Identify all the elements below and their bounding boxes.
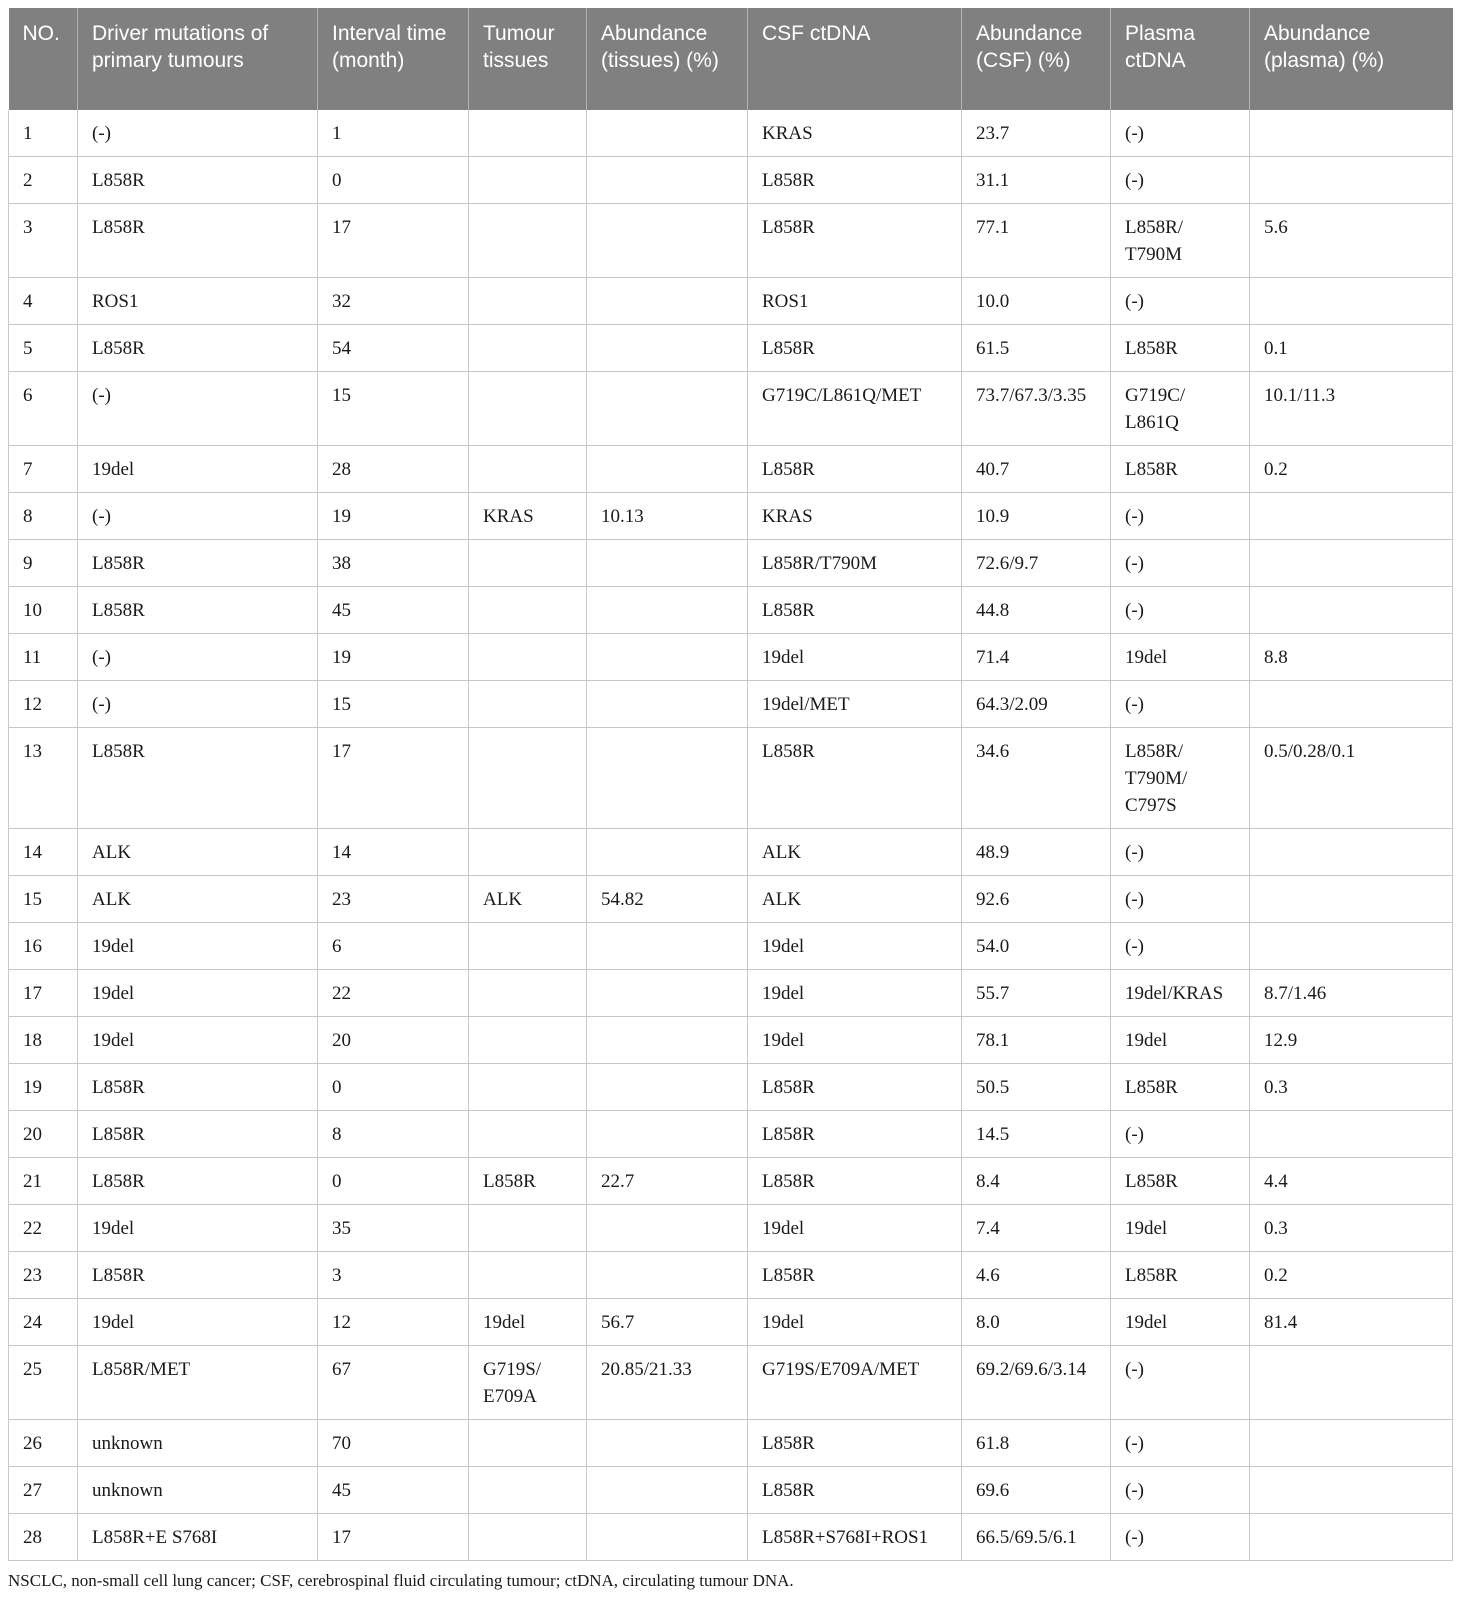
table-cell: 35 bbox=[318, 1205, 469, 1252]
column-header: CSF ctDNA bbox=[748, 8, 962, 110]
table-cell bbox=[469, 325, 587, 372]
table-cell: 28 bbox=[9, 1514, 78, 1561]
table-cell: 69.2/69.6/3.14 bbox=[962, 1346, 1111, 1420]
table-cell bbox=[469, 1467, 587, 1514]
table-cell: L858R bbox=[1111, 1252, 1250, 1299]
table-cell: 19 bbox=[318, 493, 469, 540]
table-row bbox=[9, 634, 1453, 681]
table-cell: 54.0 bbox=[962, 923, 1111, 970]
table-cell: L858R bbox=[78, 157, 318, 204]
table-cell: 56.7 bbox=[587, 1299, 748, 1346]
table-cell: (-) bbox=[1111, 1467, 1250, 1514]
table-cell: 0.5/0.28/0.1 bbox=[1250, 728, 1453, 829]
table-cell: 0.2 bbox=[1250, 446, 1453, 493]
table-cell: 38 bbox=[318, 540, 469, 587]
table-cell: G719S/E709A/MET bbox=[748, 1346, 962, 1420]
table-cell bbox=[1250, 1346, 1453, 1420]
table-cell: 0 bbox=[318, 1064, 469, 1111]
table-cell: KRAS bbox=[469, 493, 587, 540]
table-cell bbox=[469, 829, 587, 876]
table-cell: 69.6 bbox=[962, 1467, 1111, 1514]
table-cell bbox=[587, 1252, 748, 1299]
table-cell bbox=[587, 681, 748, 728]
table-cell: 16 bbox=[9, 923, 78, 970]
table-row bbox=[9, 829, 1453, 876]
table-cell: 15 bbox=[318, 372, 469, 446]
table-cell: 21 bbox=[9, 1158, 78, 1205]
table-cell: 45 bbox=[318, 587, 469, 634]
table-cell: 19 bbox=[318, 634, 469, 681]
table-cell bbox=[469, 446, 587, 493]
table-cell: 8.8 bbox=[1250, 634, 1453, 681]
table-row bbox=[9, 325, 1453, 372]
table-cell: L858R bbox=[748, 1420, 962, 1467]
table-cell: L858R bbox=[1111, 446, 1250, 493]
table-cell: 17 bbox=[318, 728, 469, 829]
table-cell: 8.0 bbox=[962, 1299, 1111, 1346]
table-cell bbox=[1250, 681, 1453, 728]
table-cell: (-) bbox=[1111, 157, 1250, 204]
column-header: Driver mutations of primary tumours bbox=[78, 8, 318, 110]
table-cell: 19del bbox=[78, 446, 318, 493]
table-cell: 19del bbox=[1111, 1017, 1250, 1064]
table-cell: 23 bbox=[318, 876, 469, 923]
table-cell bbox=[1250, 1111, 1453, 1158]
table-cell: 14.5 bbox=[962, 1111, 1111, 1158]
table-cell bbox=[1250, 1514, 1453, 1561]
column-header: NO. bbox=[9, 8, 78, 110]
table-cell: 19del bbox=[748, 970, 962, 1017]
table-cell bbox=[587, 728, 748, 829]
table-cell: 13 bbox=[9, 728, 78, 829]
table-cell bbox=[587, 587, 748, 634]
table-cell: 19del bbox=[748, 1299, 962, 1346]
table-cell: 20 bbox=[318, 1017, 469, 1064]
table-cell bbox=[469, 540, 587, 587]
table-cell: (-) bbox=[1111, 587, 1250, 634]
table-cell: 19del bbox=[1111, 634, 1250, 681]
table-cell: 14 bbox=[318, 829, 469, 876]
table-row bbox=[9, 1467, 1453, 1514]
column-header: Abundance (plasma) (%) bbox=[1250, 8, 1453, 110]
table-cell bbox=[587, 157, 748, 204]
table-row bbox=[9, 1064, 1453, 1111]
table-cell: 5 bbox=[9, 325, 78, 372]
table-cell: (-) bbox=[78, 493, 318, 540]
table-cell: ALK bbox=[78, 829, 318, 876]
table-cell: L858R+S768I+ROS1 bbox=[748, 1514, 962, 1561]
table-cell: 67 bbox=[318, 1346, 469, 1420]
table-cell: L858R bbox=[748, 325, 962, 372]
table-cell: ROS1 bbox=[748, 278, 962, 325]
table-cell: L858R bbox=[748, 446, 962, 493]
table-cell bbox=[587, 204, 748, 278]
table-cell: L858R bbox=[748, 157, 962, 204]
table-cell bbox=[587, 540, 748, 587]
table-cell: L858R bbox=[78, 325, 318, 372]
table-cell: L858R/T790M bbox=[748, 540, 962, 587]
table-cell: 19del bbox=[469, 1299, 587, 1346]
table-cell: 73.7/67.3/3.35 bbox=[962, 372, 1111, 446]
table-cell: 17 bbox=[9, 970, 78, 1017]
table-cell: 19del bbox=[1111, 1205, 1250, 1252]
table-cell: (-) bbox=[1111, 829, 1250, 876]
table-cell: 54 bbox=[318, 325, 469, 372]
table-footnote: NSCLC, non-small cell lung cancer; CSF, cerebrospinal fluid circulating tumour; ctDNA, circulating tumour DNA. bbox=[8, 1571, 794, 1590]
table-cell bbox=[1250, 110, 1453, 157]
table-cell: (-) bbox=[78, 634, 318, 681]
table-cell: 0.3 bbox=[1250, 1205, 1453, 1252]
table-cell bbox=[587, 970, 748, 1017]
table-row bbox=[9, 681, 1453, 728]
table-cell bbox=[587, 1514, 748, 1561]
table-row bbox=[9, 970, 1453, 1017]
table-cell bbox=[587, 1017, 748, 1064]
table-cell: 55.7 bbox=[962, 970, 1111, 1017]
table-cell: 24 bbox=[9, 1299, 78, 1346]
table-cell: L858R bbox=[748, 1111, 962, 1158]
table-cell: 20.85/21.33 bbox=[587, 1346, 748, 1420]
table-cell: 5.6 bbox=[1250, 204, 1453, 278]
table-row bbox=[9, 1420, 1453, 1467]
table-cell bbox=[469, 728, 587, 829]
table-cell: 1 bbox=[9, 110, 78, 157]
table-cell: (-) bbox=[1111, 110, 1250, 157]
table-cell bbox=[587, 1420, 748, 1467]
table-cell: 0 bbox=[318, 157, 469, 204]
column-header: Interval time (month) bbox=[318, 8, 469, 110]
table-cell: 72.6/9.7 bbox=[962, 540, 1111, 587]
table-cell: (-) bbox=[1111, 1420, 1250, 1467]
table-cell bbox=[1250, 1467, 1453, 1514]
table-cell: 8 bbox=[318, 1111, 469, 1158]
column-header: Abundance (CSF) (%) bbox=[962, 8, 1111, 110]
table-cell: G719C/ L861Q bbox=[1111, 372, 1250, 446]
table-row bbox=[9, 923, 1453, 970]
table-row bbox=[9, 1017, 1453, 1064]
table-cell: L858R bbox=[1111, 1158, 1250, 1205]
table-cell bbox=[587, 278, 748, 325]
table-cell bbox=[1250, 278, 1453, 325]
table-cell: 71.4 bbox=[962, 634, 1111, 681]
table-cell bbox=[469, 681, 587, 728]
table-row bbox=[9, 1514, 1453, 1561]
table-cell bbox=[469, 1111, 587, 1158]
table-cell: 27 bbox=[9, 1467, 78, 1514]
table-cell bbox=[469, 1064, 587, 1111]
table-cell bbox=[587, 372, 748, 446]
table-cell: 15 bbox=[318, 681, 469, 728]
table-cell: L858R bbox=[78, 1064, 318, 1111]
table-cell: L858R bbox=[78, 1111, 318, 1158]
table-cell: ALK bbox=[469, 876, 587, 923]
table-row bbox=[9, 876, 1453, 923]
table-cell: 19del bbox=[78, 970, 318, 1017]
table-row bbox=[9, 728, 1453, 829]
table-cell: (-) bbox=[1111, 681, 1250, 728]
table-cell bbox=[469, 1252, 587, 1299]
table-cell: (-) bbox=[78, 372, 318, 446]
table-cell: L858R bbox=[748, 1467, 962, 1514]
table-cell: L858R+E S768I bbox=[78, 1514, 318, 1561]
table-cell: 44.8 bbox=[962, 587, 1111, 634]
table-cell: ALK bbox=[748, 829, 962, 876]
table-cell: 19del bbox=[748, 634, 962, 681]
table-cell bbox=[587, 446, 748, 493]
table-row bbox=[9, 587, 1453, 634]
table-cell bbox=[587, 1111, 748, 1158]
table-row bbox=[9, 1252, 1453, 1299]
table-row bbox=[9, 540, 1453, 587]
table-cell: 3 bbox=[9, 204, 78, 278]
table-cell: 10 bbox=[9, 587, 78, 634]
table-cell: 4.4 bbox=[1250, 1158, 1453, 1205]
table-cell: 7.4 bbox=[962, 1205, 1111, 1252]
table-cell bbox=[1250, 157, 1453, 204]
table-cell bbox=[469, 1514, 587, 1561]
table-cell: 34.6 bbox=[962, 728, 1111, 829]
table-cell: KRAS bbox=[748, 493, 962, 540]
table-cell bbox=[469, 1017, 587, 1064]
table-cell: L858R bbox=[748, 587, 962, 634]
table-cell: 10.1/11.3 bbox=[1250, 372, 1453, 446]
table-cell: 77.1 bbox=[962, 204, 1111, 278]
table-cell: 0.3 bbox=[1250, 1064, 1453, 1111]
table-cell: L858R bbox=[1111, 1064, 1250, 1111]
table-cell: 19del bbox=[78, 1205, 318, 1252]
column-header: Plasma ctDNA bbox=[1111, 8, 1250, 110]
table-cell: 10.0 bbox=[962, 278, 1111, 325]
table-cell: unknown bbox=[78, 1467, 318, 1514]
table-cell bbox=[469, 204, 587, 278]
table-cell: 40.7 bbox=[962, 446, 1111, 493]
table-cell: 22.7 bbox=[587, 1158, 748, 1205]
table-cell: (-) bbox=[78, 681, 318, 728]
table-cell: L858R bbox=[78, 1252, 318, 1299]
table-cell: 4 bbox=[9, 278, 78, 325]
table-cell: L858R/ T790M/ C797S bbox=[1111, 728, 1250, 829]
table-cell: L858R bbox=[748, 728, 962, 829]
table-cell: 19del bbox=[78, 923, 318, 970]
mutation-table bbox=[8, 8, 1453, 1561]
table-cell: G719C/L861Q/MET bbox=[748, 372, 962, 446]
table-cell bbox=[469, 634, 587, 681]
table-row bbox=[9, 157, 1453, 204]
table-cell: 66.5/69.5/6.1 bbox=[962, 1514, 1111, 1561]
table-cell: 28 bbox=[318, 446, 469, 493]
table-cell: L858R bbox=[1111, 325, 1250, 372]
table-cell: (-) bbox=[78, 110, 318, 157]
table-cell: 0 bbox=[318, 1158, 469, 1205]
table-cell: 61.8 bbox=[962, 1420, 1111, 1467]
table-cell: 20 bbox=[9, 1111, 78, 1158]
table-cell: (-) bbox=[1111, 876, 1250, 923]
table-cell: 92.6 bbox=[962, 876, 1111, 923]
table-cell: 19del bbox=[78, 1299, 318, 1346]
table-cell: 23.7 bbox=[962, 110, 1111, 157]
table-cell: L858R bbox=[78, 728, 318, 829]
table-cell: L858R bbox=[78, 1158, 318, 1205]
table-cell: 54.82 bbox=[587, 876, 748, 923]
table-cell: L858R bbox=[78, 204, 318, 278]
table-cell bbox=[587, 923, 748, 970]
table-cell bbox=[587, 1205, 748, 1252]
table-body bbox=[9, 110, 1453, 1561]
table-row bbox=[9, 1111, 1453, 1158]
table-cell: ROS1 bbox=[78, 278, 318, 325]
table-cell: 3 bbox=[318, 1252, 469, 1299]
table-cell: 61.5 bbox=[962, 325, 1111, 372]
table-cell: ALK bbox=[78, 876, 318, 923]
table-row bbox=[9, 446, 1453, 493]
column-header: Tumour tissues bbox=[469, 8, 587, 110]
table-row bbox=[9, 1346, 1453, 1420]
table-cell bbox=[469, 372, 587, 446]
table-cell: (-) bbox=[1111, 540, 1250, 587]
table-cell: L858R bbox=[748, 1252, 962, 1299]
table-cell: 19del bbox=[748, 1205, 962, 1252]
table-cell: L858R bbox=[469, 1158, 587, 1205]
table-cell: 19del bbox=[748, 923, 962, 970]
table-cell bbox=[587, 1064, 748, 1111]
table-cell bbox=[469, 1420, 587, 1467]
table-cell: unknown bbox=[78, 1420, 318, 1467]
table-cell: 7 bbox=[9, 446, 78, 493]
table-cell bbox=[587, 634, 748, 681]
table-row bbox=[9, 372, 1453, 446]
table-cell: 12.9 bbox=[1250, 1017, 1453, 1064]
table-cell: (-) bbox=[1111, 278, 1250, 325]
table-cell bbox=[1250, 923, 1453, 970]
table-cell: 6 bbox=[318, 923, 469, 970]
table-cell bbox=[469, 587, 587, 634]
column-header: Abundance (tissues) (%) bbox=[587, 8, 748, 110]
table-cell: 22 bbox=[9, 1205, 78, 1252]
table-cell: L858R/ T790M bbox=[1111, 204, 1250, 278]
table-cell: (-) bbox=[1111, 1346, 1250, 1420]
table-cell: 0.1 bbox=[1250, 325, 1453, 372]
table-cell: 19 bbox=[9, 1064, 78, 1111]
table-cell: 11 bbox=[9, 634, 78, 681]
table-cell: 32 bbox=[318, 278, 469, 325]
table-row bbox=[9, 278, 1453, 325]
table-cell bbox=[1250, 1420, 1453, 1467]
table-cell: 8 bbox=[9, 493, 78, 540]
table-row bbox=[9, 1158, 1453, 1205]
table-cell: KRAS bbox=[748, 110, 962, 157]
table-container bbox=[8, 8, 1452, 1591]
table-cell: 17 bbox=[318, 204, 469, 278]
table-cell: 22 bbox=[318, 970, 469, 1017]
table-cell: 8.4 bbox=[962, 1158, 1111, 1205]
table-cell bbox=[469, 970, 587, 1017]
table-cell: L858R bbox=[748, 1158, 962, 1205]
table-cell: (-) bbox=[1111, 1111, 1250, 1158]
table-cell: 6 bbox=[9, 372, 78, 446]
table-cell: 19del bbox=[78, 1017, 318, 1064]
table-cell bbox=[469, 157, 587, 204]
table-cell: 78.1 bbox=[962, 1017, 1111, 1064]
table-cell: 64.3/2.09 bbox=[962, 681, 1111, 728]
table-cell bbox=[1250, 540, 1453, 587]
table-cell: 12 bbox=[9, 681, 78, 728]
table-cell: (-) bbox=[1111, 493, 1250, 540]
table-cell: 70 bbox=[318, 1420, 469, 1467]
table-cell: 19del/MET bbox=[748, 681, 962, 728]
table-cell: 2 bbox=[9, 157, 78, 204]
table-cell bbox=[469, 110, 587, 157]
table-cell: 8.7/1.46 bbox=[1250, 970, 1453, 1017]
table-cell: 31.1 bbox=[962, 157, 1111, 204]
table-cell: ALK bbox=[748, 876, 962, 923]
table-cell: 19del/KRAS bbox=[1111, 970, 1250, 1017]
table-cell bbox=[469, 923, 587, 970]
header-row bbox=[9, 8, 1453, 110]
table-cell bbox=[587, 325, 748, 372]
table-cell: (-) bbox=[1111, 923, 1250, 970]
table-cell: 14 bbox=[9, 829, 78, 876]
table-cell bbox=[1250, 587, 1453, 634]
table-cell bbox=[1250, 493, 1453, 540]
table-cell: 45 bbox=[318, 1467, 469, 1514]
table-cell: 19del bbox=[1111, 1299, 1250, 1346]
table-cell bbox=[587, 110, 748, 157]
table-row bbox=[9, 1299, 1453, 1346]
table-cell: L858R bbox=[748, 204, 962, 278]
table-cell: 0.2 bbox=[1250, 1252, 1453, 1299]
table-cell: 48.9 bbox=[962, 829, 1111, 876]
table-cell: L858R bbox=[78, 540, 318, 587]
table-cell bbox=[469, 278, 587, 325]
table-cell: 25 bbox=[9, 1346, 78, 1420]
table-cell: 10.13 bbox=[587, 493, 748, 540]
table-cell: 23 bbox=[9, 1252, 78, 1299]
table-cell: G719S/ E709A bbox=[469, 1346, 587, 1420]
table-cell bbox=[587, 829, 748, 876]
table-cell: 1 bbox=[318, 110, 469, 157]
table-cell bbox=[1250, 829, 1453, 876]
table-cell: 17 bbox=[318, 1514, 469, 1561]
table-cell: L858R/MET bbox=[78, 1346, 318, 1420]
table-cell: 50.5 bbox=[962, 1064, 1111, 1111]
table-cell: 81.4 bbox=[1250, 1299, 1453, 1346]
table-cell: 9 bbox=[9, 540, 78, 587]
table-cell bbox=[587, 1467, 748, 1514]
table-cell: 19del bbox=[748, 1017, 962, 1064]
table-cell: (-) bbox=[1111, 1514, 1250, 1561]
table-cell bbox=[1250, 876, 1453, 923]
table-row bbox=[9, 204, 1453, 278]
table-cell: 26 bbox=[9, 1420, 78, 1467]
table-cell: 4.6 bbox=[962, 1252, 1111, 1299]
table-cell: 12 bbox=[318, 1299, 469, 1346]
table-row bbox=[9, 493, 1453, 540]
table-cell: 15 bbox=[9, 876, 78, 923]
table-cell: L858R bbox=[748, 1064, 962, 1111]
table-row bbox=[9, 1205, 1453, 1252]
table-cell: 18 bbox=[9, 1017, 78, 1064]
table-cell: L858R bbox=[78, 587, 318, 634]
table-cell bbox=[469, 1205, 587, 1252]
table-cell: 10.9 bbox=[962, 493, 1111, 540]
table-row bbox=[9, 110, 1453, 157]
